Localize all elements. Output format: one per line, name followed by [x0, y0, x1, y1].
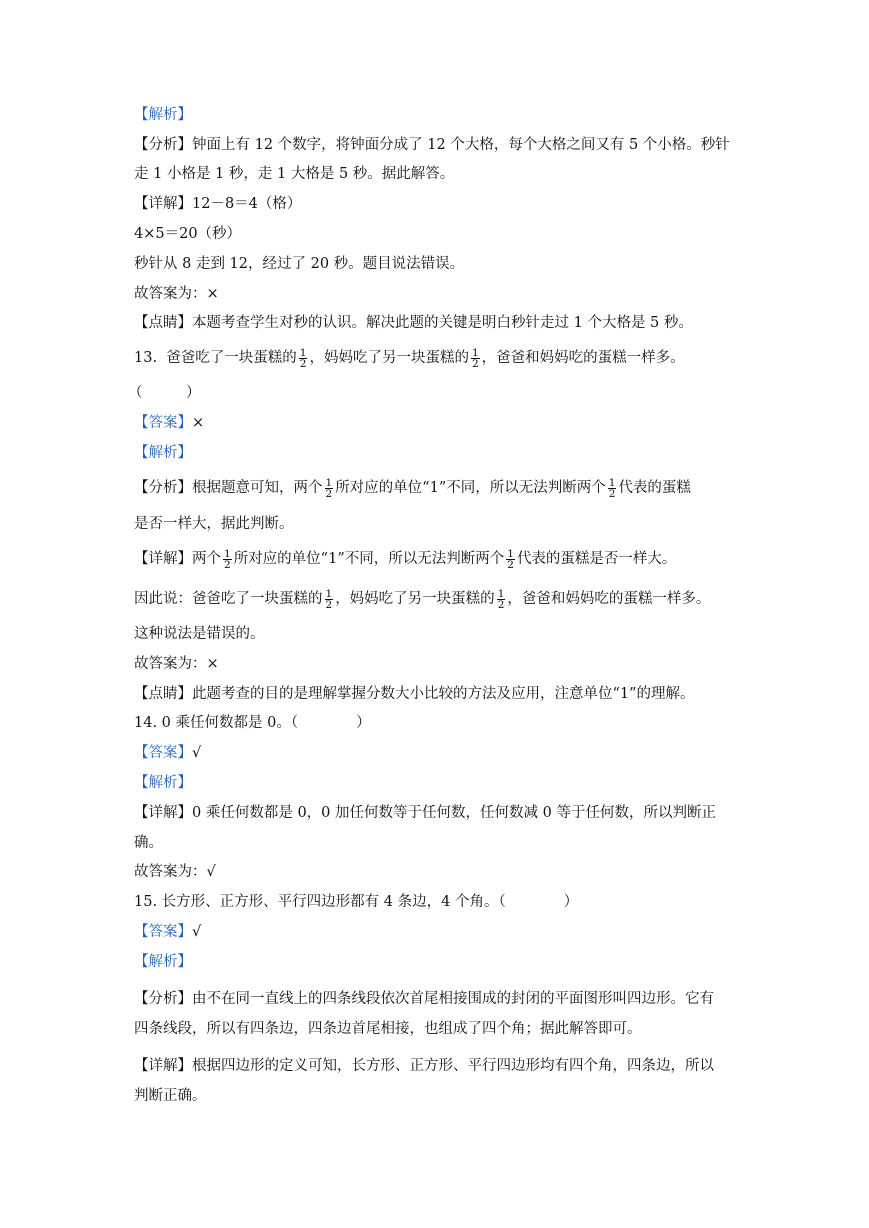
q15-fenxi-line1	[134, 990, 714, 1008]
xiangjie-text: 12－8＝4（格）	[192, 196, 302, 212]
xiangjie-tag: 【详解】	[134, 551, 192, 567]
fraction-one-half: $\frac{1}{2}$	[507, 547, 514, 571]
fenxi-tag: 【分析】	[134, 137, 192, 153]
q14-xiangjie-line1	[134, 804, 716, 822]
q13-jiexi-label: 【解析】	[134, 445, 192, 461]
q13-fenxi-line2: 是否一样大，据此判断。	[134, 516, 294, 532]
fraction-one-half: $\frac{1}{2}$	[471, 346, 479, 370]
q14-jiexi-label: 【解析】	[134, 775, 192, 791]
dianjing-text: 此题考查的目的是理解掌握分数大小比较的方法及应用，注意单位“1”的理解。	[192, 686, 695, 702]
q15-daan	[134, 923, 201, 941]
q15-xiangjie-line2: 判断正确。	[134, 1088, 207, 1104]
fenxi-text: 钟面上有 12 个数字，将钟面分成了 12 个大格，每个大格之间又有 5 个小格。秒针	[192, 137, 730, 153]
q15-fenxi-line2: 四条线段，所以有四条边，四条边首尾相接，也组成了四个角；据此解答即可。	[134, 1021, 642, 1037]
q14-stem: 14. 0 乘任何数都是 0。（ ）	[134, 715, 371, 731]
q13-xiangjie: 【详解】两个 $\frac{1}{2}$ 所对应的单位“1”不同，所以无法判断两个 $\frac{1}{2}$ 代表的蛋糕是否一样大。	[134, 547, 677, 571]
q12-calc-line: 4×5＝20（秒）	[134, 226, 242, 242]
q14-answer-line: 故答案为：√	[134, 864, 216, 880]
fenxi-text: 由不在同一直线上的四条线段依次首尾相接围成的封闭的平面图形叫四边形。它有	[192, 991, 714, 1007]
q12-fenxi-line1	[134, 136, 730, 154]
fenxi-tag: 【分析】	[134, 991, 192, 1007]
fraction-one-half: $\frac{1}{2}$	[497, 587, 505, 611]
q15-stem: 15. 长方形、正方形、平行四边形都有 4 条边，4 个角。（ ）	[134, 894, 579, 910]
q13-stem: 13. 爸爸吃了一块蛋糕的 $\frac{1}{2}$ ，妈妈吃了另一块蛋糕的 $\frac{1}{2}$ ，爸爸和妈妈吃的蛋糕一样多。	[134, 346, 685, 370]
daan-tag: 【答案】	[134, 745, 192, 761]
dianjing-text: 本题考查学生对秒的认识。解决此题的关键是明白秒针走过 1 个大格是 5 秒。	[192, 315, 693, 331]
q14-daan	[134, 744, 201, 762]
fraction-one-half: $\frac{1}{2}$	[608, 476, 616, 500]
daan-value: √	[192, 924, 202, 940]
q15-xiangjie-line1	[134, 1057, 714, 1075]
q14-xiangjie-line2: 确。	[134, 835, 163, 851]
fraction-one-half: $\frac{1}{2}$	[224, 547, 231, 571]
xiangjie-text: 根据四边形的定义可知，长方形、正方形、平行四边形均有四个角，四条边，所以	[192, 1058, 714, 1074]
dianjing-tag: 【点睛】	[134, 315, 192, 331]
xiangjie-tag: 【详解】	[134, 805, 192, 821]
xiangjie-text: 0 乘任何数都是 0，0 加任何数等于任何数，任何数减 0 等于任何数，所以判断正	[192, 805, 716, 821]
daan-value: √	[192, 745, 202, 761]
fenxi-tag: 【分析】	[134, 480, 192, 496]
q12-answer-line: 故答案为：×	[134, 286, 219, 302]
dianjing-tag: 【点睛】	[134, 686, 192, 702]
fraction-one-half: $\frac{1}{2}$	[325, 587, 333, 611]
q13-fenxi-line1: 【分析】根据题意可知，两个 $\frac{1}{2}$ 所对应的单位“1”不同，所以无法判断两个 $\frac{1}{2}$ 代表的蛋糕	[134, 476, 691, 500]
daan-tag: 【答案】	[134, 924, 192, 940]
q13-answer-paren: （ ）	[128, 385, 201, 401]
q13-zhe: 这种说法是错误的。	[134, 626, 265, 642]
q15-jiexi-label: 【解析】	[134, 954, 192, 970]
q13-yinci: 因此说：爸爸吃了一块蛋糕的 $\frac{1}{2}$ ，妈妈吃了另一块蛋糕的 $\frac{1}{2}$ ，爸爸和妈妈吃的蛋糕一样多。	[134, 587, 711, 611]
q13-answer-line: 故答案为：×	[134, 656, 219, 672]
xiangjie-tag: 【详解】	[134, 1058, 192, 1074]
fraction-one-half: $\frac{1}{2}$	[325, 476, 333, 500]
xiangjie-tag: 【详解】	[134, 196, 192, 212]
fraction-one-half: $\frac{1}{2}$	[299, 346, 307, 370]
daan-value: ×	[192, 415, 205, 431]
question-number: 13.	[134, 350, 158, 366]
q13-dianjing	[134, 685, 695, 703]
daan-tag: 【答案】	[134, 415, 192, 431]
q12-xiangjie-line1	[134, 195, 301, 213]
q13-daan	[134, 414, 204, 432]
q12-jiexi-label: 【解析】	[134, 107, 192, 123]
q12-conclusion: 秒针从 8 走到 12，经过了 20 秒。题目说法错误。	[134, 256, 465, 272]
q12-fenxi-line2: 走 1 小格是 1 秒，走 1 大格是 5 秒。据此解答。	[134, 166, 455, 182]
q12-dianjing	[134, 314, 693, 332]
